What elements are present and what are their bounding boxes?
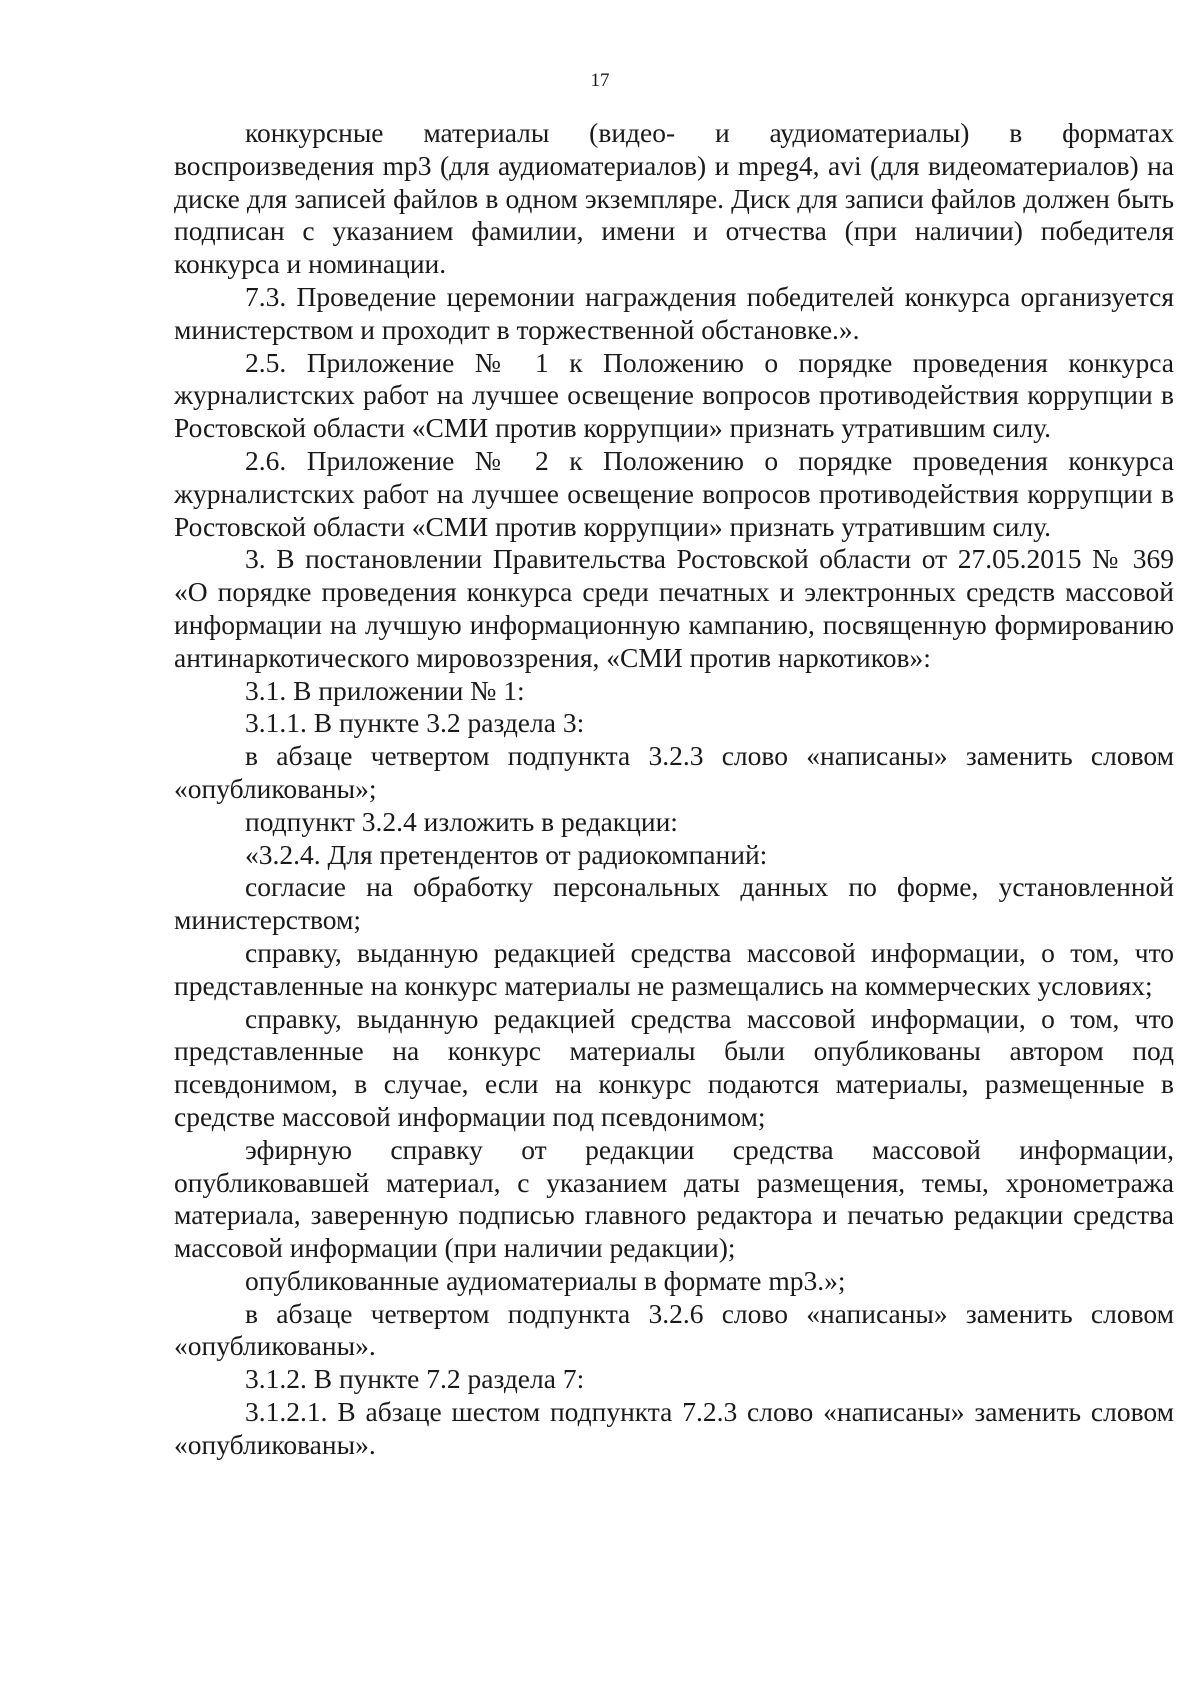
paragraph: согласие на обработку персональных данных по форме, установленной министерством; — [174, 871, 1174, 936]
page-number: 17 — [590, 70, 610, 91]
paragraph: справку, выданную редакцией средства массовой информации, о том, что представленные на конкурс материалы не размещались на коммерческих условиях; — [174, 936, 1174, 1001]
paragraph: в абзаце четвертом подпункта 3.2.3 слово «написаны» заменить словом «опубликованы»; — [174, 740, 1174, 804]
document-body — [174, 117, 1174, 1462]
paragraph: 3.1.2. В пункте 7.2 раздела 7: — [245, 1363, 585, 1395]
paragraph: 3.1.1. В пункте 3.2 раздела 3: — [245, 707, 585, 739]
paragraph: эфирную справку от редакции средства массовой информации, опубликовавшей материал, с указанием даты размещения, темы, хронометража материала, заверенную подписью главного редактора и печатью редакции средства массовой информации (при наличии редакции); — [174, 1133, 1174, 1264]
paragraph: в абзаце четвертом подпункта 3.2.6 слово «написаны» заменить словом «опубликованы». — [174, 1297, 1174, 1362]
paragraph: 7.3. Проведение церемонии награждения победителей конкурса организуется министерством и проходит в торжественной обстановке.». — [174, 280, 1174, 345]
paragraph: 2.5. Приложение № 1 к Положению о порядке проведения конкурса журналистских работ на лучшее освещение вопросов противодействия коррупции в Ростовской области «СМИ против коррупции» признать утратившим силу. — [174, 346, 1174, 444]
paragraph: 3. В постановлении Правительства Ростовской области от 27.05.2015 № 369 «О порядке проведения конкурса среди печатных и электронных средств массовой информации на лучшую информационную кампанию, посвященную формированию антинаркотического мировоззрения, «СМИ против наркотиков»: — [174, 543, 1174, 673]
paragraph: 2.6. Приложение № 2 к Положению о порядке проведения конкурса журналистских работ на лучшее освещение вопросов противодействия коррупции в Ростовской области «СМИ против коррупции» признать утратившим силу. — [174, 444, 1174, 542]
paragraph: 3.1. В приложении № 1: — [245, 674, 525, 706]
paragraph: 3.1.2.1. В абзаце шестом подпункта 7.2.3 слово «написаны» заменить словом «опубликованы». — [174, 1396, 1174, 1460]
paragraph: опубликованные аудиоматериалы в формате mp3.»; — [245, 1264, 846, 1296]
paragraph: подпункт 3.2.4 изложить в редакции: — [245, 805, 678, 837]
paragraph: «3.2.4. Для претендентов от радиокомпаний: — [245, 838, 768, 870]
paragraph: справку, выданную редакцией средства массовой информации, о том, что представленные на конкурс материалы были опубликованы автором под псевдонимом, в случае, если на конкурс подаются материалы, размещенные в средстве массовой информации под псевдонимом; — [174, 1002, 1174, 1132]
paragraph: конкурсные материалы (видео- и аудиоматериалы) в форматах воспроизведения mp3 (для аудиоматериалов) и mpeg4, avi (для видеоматериалов) на диске для записей файлов в одном экземпляре. Диск для записи файлов должен быть подписан с указанием фамилии, имени и отчества (при наличии) победителя конкурса и номинации. — [174, 117, 1174, 280]
